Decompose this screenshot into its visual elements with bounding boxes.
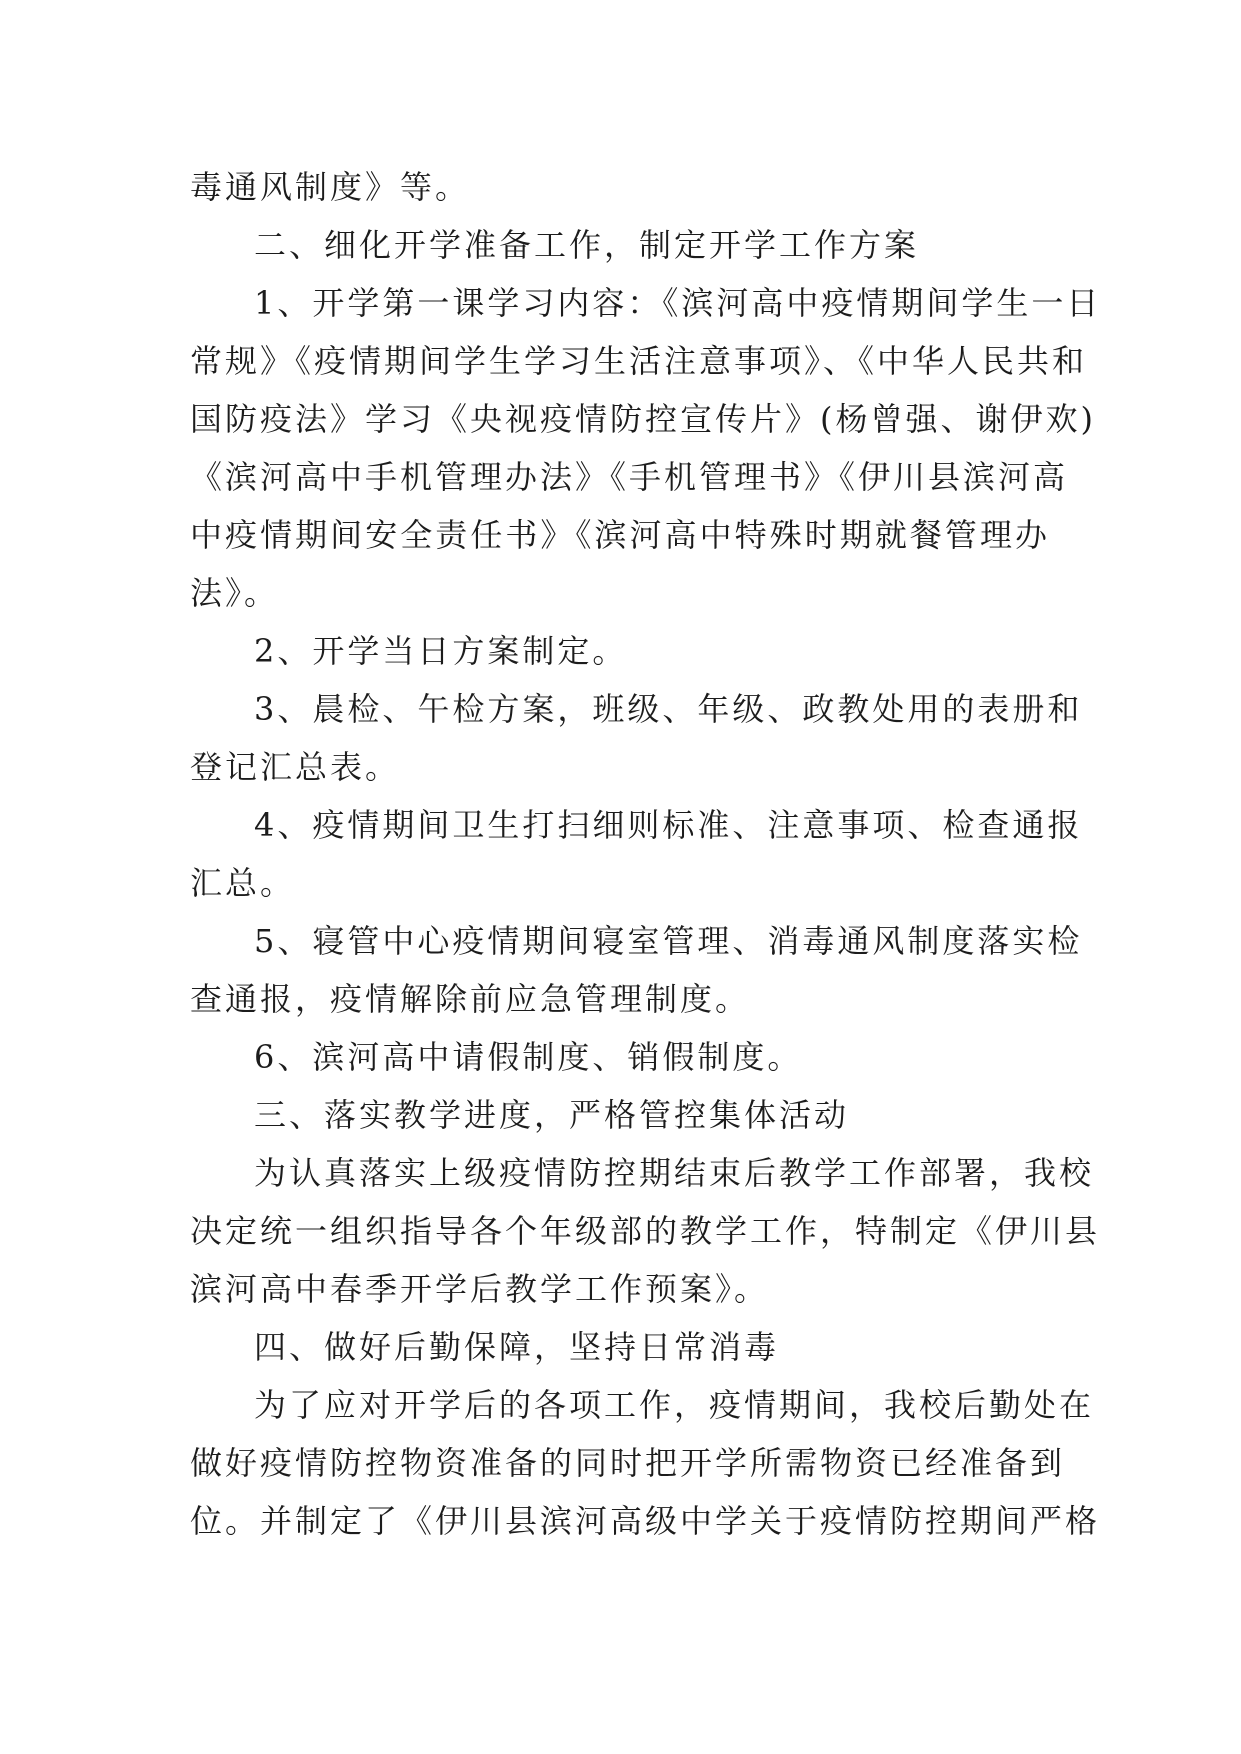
text-line: 滨河高中春季开学后教学工作预案》。 bbox=[190, 1270, 770, 1308]
text-line: 3、晨检、午检方案，班级、年级、政教处用的表册和 bbox=[254, 690, 1083, 728]
section-heading: 二、细化开学准备工作，制定开学工作方案 bbox=[254, 226, 920, 264]
section-heading: 三、落实教学进度，严格管控集体活动 bbox=[254, 1096, 850, 1134]
text-line: 1、开学第一课学习内容：《滨河高中疫情期间学生一日 bbox=[254, 284, 1102, 322]
text-line: 汇总。 bbox=[190, 864, 296, 902]
text-line: 4、疫情期间卫生打扫细则标准、注意事项、检查通报 bbox=[254, 806, 1083, 844]
text-line: 《滨河高中手机管理办法》《手机管理书》《伊川县滨河高 bbox=[190, 458, 1069, 496]
text-line: 查通报，疫情解除前应急管理制度。 bbox=[190, 980, 751, 1018]
text-line: 中疫情期间安全责任书》《滨河高中特殊时期就餐管理办 bbox=[190, 516, 1050, 554]
text-line: 毒通风制度》等。 bbox=[190, 168, 471, 206]
text-line: 国防疫法》学习《央视疫情防控宣传片》(杨曾强、谢伊欢) bbox=[190, 400, 1096, 438]
section-heading: 四、做好后勤保障，坚持日常消毒 bbox=[254, 1328, 780, 1366]
document-body bbox=[190, 158, 1102, 1550]
text-line: 法》。 bbox=[190, 574, 280, 612]
text-line: 2、开学当日方案制定。 bbox=[254, 632, 628, 670]
text-line: 6、滨河高中请假制度、销假制度。 bbox=[254, 1038, 803, 1076]
text-line: 做好疫情防控物资准备的同时把开学所需物资已经准备到 bbox=[190, 1444, 1066, 1482]
text-line: 常规》《疫情期间学生学习生活注意事项》、《中华人民共和 bbox=[190, 342, 1088, 380]
text-line: 5、寝管中心疫情期间寝室管理、消毒通风制度落实检 bbox=[254, 922, 1083, 960]
text-line: 为了应对开学后的各项工作，疫情期间，我校后勤处在 bbox=[254, 1386, 1095, 1424]
text-line: 为认真落实上级疫情防控期结束后教学工作部署，我校 bbox=[254, 1154, 1095, 1192]
text-line: 位。并制定了《伊川县滨河高级中学关于疫情防控期间严格 bbox=[190, 1502, 1101, 1540]
text-line: 决定统一组织指导各个年级部的教学工作，特制定《伊川县 bbox=[190, 1212, 1101, 1250]
text-line: 登记汇总表。 bbox=[190, 748, 401, 786]
